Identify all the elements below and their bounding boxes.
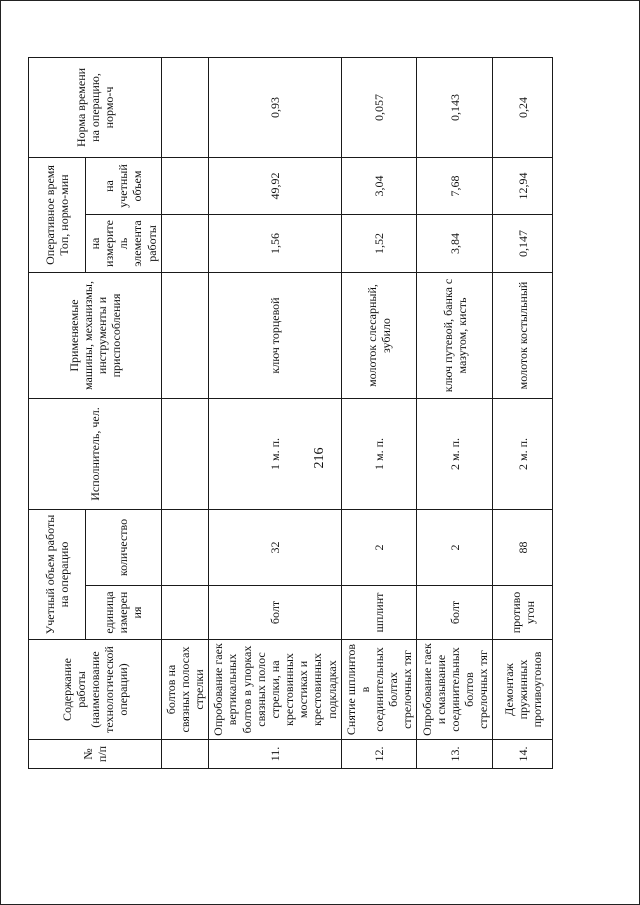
row-per-unit: 0,147 [493, 215, 553, 273]
row-per-volume [161, 157, 208, 214]
header-num: № п/п [29, 740, 162, 769]
row-content: Демонтаж пружинных противоугонов [493, 640, 553, 740]
row-num: 14. [493, 740, 553, 769]
table-row [493, 57, 553, 768]
row-norm: 0,93 [209, 57, 341, 157]
header-performer: Исполнитель, чел. [29, 399, 162, 510]
row-per-volume: 3,04 [341, 157, 417, 214]
row-num: 12. [341, 740, 417, 769]
row-unit [161, 586, 208, 640]
row-content: Снятие шплинтов в соединительных болтах стрелочных тяг [341, 640, 417, 740]
row-tools [161, 273, 208, 399]
header-content: Содержание работы (наименование технологической операции) [29, 640, 162, 740]
rotated-table-container [28, 58, 613, 769]
row-quantity: 32 [209, 510, 341, 586]
row-num: 13. [417, 740, 493, 769]
header-unit: единица измерения [86, 586, 162, 640]
header-volume-group: Учетный объем работы на операцию [29, 510, 86, 640]
row-content: Опробование гаек и смазывание соединительных болтов стрелочных тяг [417, 640, 493, 740]
header-optime-group: Оперативное время Топ, нормо-мин [29, 157, 86, 272]
header-tools: Применяемые машины, механизмы, инструменты и приспособления [29, 273, 162, 399]
row-num [161, 740, 208, 769]
row-quantity: 2 [417, 510, 493, 586]
row-unit: противоугон [493, 586, 553, 640]
row-tools: молоток слесарный, зубило [341, 273, 417, 399]
row-content: болтов на связных полосах стрелки [161, 640, 208, 740]
table-row [161, 57, 208, 768]
table-row [417, 57, 493, 768]
row-tools: ключ торцевой [209, 273, 341, 399]
page-number: 216 [312, 447, 327, 469]
row-quantity [161, 510, 208, 586]
row-unit: болт [209, 586, 341, 640]
table-row [209, 57, 341, 768]
header-quantity: количество [86, 510, 162, 586]
row-norm: 0,143 [417, 57, 493, 157]
row-performer [161, 399, 208, 510]
header-norm: Норма времени на операцию, нормо-ч [29, 57, 162, 157]
row-performer: 1 м. п. [341, 399, 417, 510]
row-performer: 1 м. п. [209, 399, 341, 510]
header-per-unit: на измеритель элемента работы [86, 215, 162, 273]
row-quantity: 88 [493, 510, 553, 586]
row-content: Опробование гаек вертикальных болтов в упорках связных полос стрелки, на крестовинных мостиках и крестовинных подкладках [209, 640, 341, 740]
work-table [28, 57, 553, 769]
row-per-unit [161, 215, 208, 273]
row-unit: болт [417, 586, 493, 640]
table-row [341, 57, 417, 768]
header-per-volume: на учетный объем [86, 157, 162, 214]
row-per-volume: 7,68 [417, 157, 493, 214]
row-performer: 2 м. п. [493, 399, 553, 510]
row-num: 11. [209, 740, 341, 769]
row-per-unit: 1,52 [341, 215, 417, 273]
row-per-volume: 49,92 [209, 157, 341, 214]
row-unit: шплинт [341, 586, 417, 640]
row-norm [161, 57, 208, 157]
row-norm: 0,057 [341, 57, 417, 157]
row-tools: ключ путевой, банка с мазутом, кисть [417, 273, 493, 399]
row-per-volume: 12,94 [493, 157, 553, 214]
row-per-unit: 3,84 [417, 215, 493, 273]
row-norm: 0,24 [493, 57, 553, 157]
row-tools: молоток костыльный [493, 273, 553, 399]
row-performer: 2 м. п. [417, 399, 493, 510]
row-quantity: 2 [341, 510, 417, 586]
row-per-unit: 1,56 [209, 215, 341, 273]
